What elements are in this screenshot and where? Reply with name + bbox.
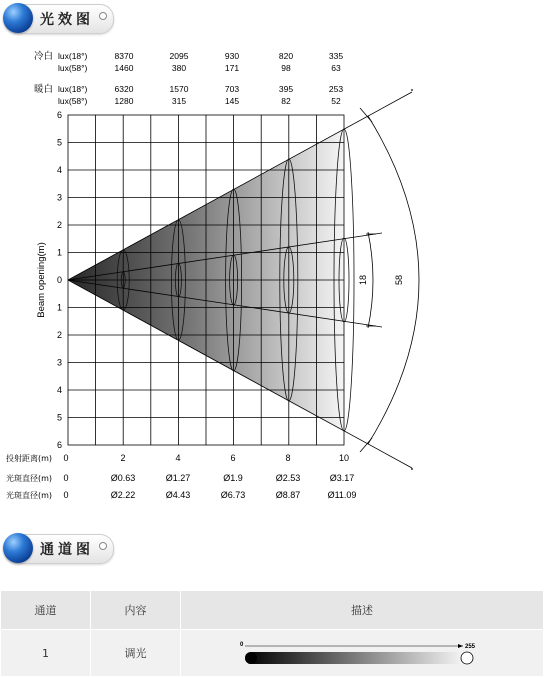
y-tick-label: 3	[56, 357, 62, 368]
diameter-value: 0	[63, 473, 69, 483]
lux-value: 335	[328, 51, 344, 61]
diameter-value: Ø3.17	[329, 473, 355, 483]
lux-value: 395	[278, 84, 294, 94]
channel-number: 1	[1, 630, 91, 677]
lux-value: 171	[224, 63, 240, 73]
lux-value: 253	[328, 84, 344, 94]
y-tick-label: 5	[56, 412, 62, 423]
y-tick-label: 0	[56, 275, 62, 285]
marker-dot	[411, 468, 413, 470]
arrow-head-icon	[458, 644, 463, 648]
y-tick-label: 5	[56, 137, 62, 148]
channel-content: 调光	[91, 630, 181, 677]
header-content: 内容	[91, 591, 181, 630]
lux-row-label: 暖白	[34, 84, 54, 95]
y-tick-label: 6	[56, 110, 62, 120]
lux-row-unit: lux(58°)	[58, 63, 88, 73]
diameter-value: Ø8.87	[275, 490, 301, 500]
range-start-label: 0	[240, 642, 244, 648]
channel-table	[0, 590, 544, 677]
lux-value: 380	[171, 63, 187, 73]
y-tick-label: 2	[56, 330, 62, 340]
lux-value: 8370	[114, 51, 134, 61]
lux-value: 1460	[114, 63, 134, 73]
bar-end-cap-light	[461, 652, 473, 664]
bottom-row-label: 光斑直径(m)	[6, 474, 53, 483]
lux-value: 820	[278, 51, 294, 61]
lux-value: 6320	[114, 84, 134, 94]
y-tick-label: 2	[56, 220, 62, 230]
diameter-value: Ø11.09	[327, 490, 357, 500]
wide-angle-label: 58	[394, 274, 404, 286]
lux-value: 145	[224, 96, 240, 106]
section-header-channel-map	[4, 534, 112, 562]
diameter-value: Ø1.9	[223, 473, 243, 483]
lux-value: 1570	[169, 84, 189, 94]
diameter-value: Ø2.22	[110, 490, 136, 500]
lux-row-unit: lux(18°)	[58, 84, 88, 94]
dot-icon	[99, 542, 107, 550]
table-header-row	[1, 591, 544, 630]
angle-arcs	[360, 108, 419, 452]
y-tick-labels	[57, 110, 62, 450]
y-axis-label: Beam opening(m)	[36, 242, 47, 318]
bottom-table	[6, 453, 356, 500]
diameter-value: Ø1.27	[165, 473, 191, 483]
lux-value: 703	[224, 84, 240, 94]
lux-value: 2095	[169, 51, 189, 61]
header-channel: 通道	[1, 591, 91, 630]
section-title: 光效图	[40, 12, 94, 28]
bottom-row-label: 光斑直径(m)	[6, 491, 53, 500]
table-row	[1, 630, 544, 677]
range-end-label: 255	[465, 644, 476, 650]
y-tick-label: 1	[56, 247, 62, 258]
lux-value: 52	[331, 96, 341, 106]
bottom-row-label: 投射距离(m)	[6, 454, 53, 463]
globe-icon	[3, 533, 33, 563]
diameter-value: Ø4.43	[165, 490, 191, 500]
y-tick-label: 1	[56, 302, 62, 313]
distance-value: 2	[120, 453, 126, 463]
distance-value: 4	[175, 453, 181, 463]
lux-value: 63	[331, 63, 341, 73]
y-tick-label: 6	[56, 440, 62, 450]
channel-description	[181, 630, 544, 677]
diameter-value: Ø0.63	[110, 473, 136, 483]
lux-value: 1280	[114, 96, 134, 106]
lux-value: 930	[224, 51, 240, 61]
lux-row-unit: lux(18°)	[58, 51, 88, 61]
distance-value: 0	[63, 453, 69, 463]
narrow-angle-label: 18	[358, 274, 368, 286]
lux-value: 82	[281, 96, 291, 106]
y-tick-label: 4	[56, 385, 62, 395]
y-tick-label: 3	[56, 192, 62, 203]
dimmer-range-bar	[237, 638, 487, 668]
section-title: 通道图	[40, 542, 94, 558]
diameter-value: Ø6.73	[220, 490, 246, 500]
distance-value: 6	[230, 453, 236, 463]
y-tick-label: 4	[56, 165, 62, 175]
lux-row-label: 冷白	[34, 51, 54, 62]
lux-value: 98	[281, 63, 291, 73]
lux-table	[34, 50, 343, 106]
lux-row-unit: lux(58°)	[58, 96, 88, 106]
distance-value: 8	[285, 453, 291, 463]
marker-dot	[411, 89, 413, 91]
diameter-value: Ø2.53	[275, 473, 301, 483]
gradient-bar	[245, 652, 473, 664]
distance-value: 10	[338, 453, 350, 463]
bar-end-cap-dark	[245, 652, 257, 664]
header-description: 描述	[181, 591, 544, 630]
lux-value: 315	[171, 96, 187, 106]
diameter-value: 0	[63, 490, 69, 500]
